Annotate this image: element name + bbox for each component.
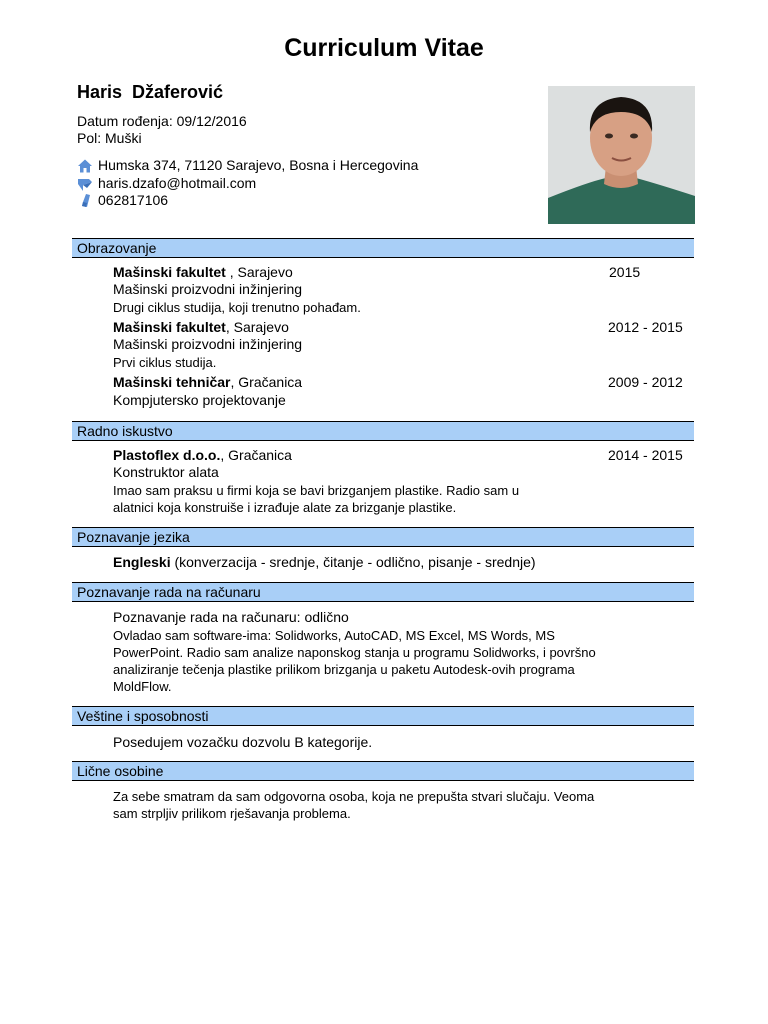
phone-row [77,192,168,209]
edu-item-3-title: Mašinski tehničar, Gračanica [113,374,303,390]
edu-item-1-program: Mašinski proizvodni inžinjering [113,281,303,297]
work-title: Plastoflex d.o.o., Gračanica [113,447,292,463]
edu-item-2-title: Mašinski fakultet, Sarajevo [113,319,289,335]
email-row [77,175,256,192]
email-link[interactable]: haris.dzafo@hotmail.com [98,175,257,191]
section-heading-personal: Lične osobine [72,761,694,781]
email-icon [77,176,93,192]
section-heading-computer: Poznavanje rada na računaru [72,582,694,602]
work-desc-line-2: alatnici koja konstruiše i izrađuje alate za brizganje plastike. [113,500,457,515]
edu-item-2-note: Prvi ciklus studija. [113,355,217,370]
computer-desc-line-4: MoldFlow. [113,679,172,694]
house-icon [77,158,93,174]
edu-item-2-program: Mašinski proizvodni inžinjering [113,336,303,352]
edu-item-1-note: Drugi ciklus studija, koji trenutno pohađam. [113,300,361,315]
section-heading-languages: Poznavanje jezika [72,527,694,547]
person-name: Haris Džaferović [77,82,224,102]
edu-item-1-date: 2015 [609,264,641,280]
address-text: Humska 374, 71120 Sarajevo, Bosna i Hercegovina [98,157,419,173]
edu-item-1-title: Mašinski fakultet , Sarajevo [113,264,293,280]
personal-text-line-1: Za sebe smatram da sam odgovorna osoba, koja ne prepušta stvari slučaju. Veoma [113,789,595,804]
address-row [77,157,418,174]
gender: Pol: Muški [77,130,142,146]
edu-item-3-date: 2009 - 2012 [608,374,683,390]
edu-item-2-date: 2012 - 2015 [608,319,683,335]
computer-desc-line-3: analiziranje tečenja plastike prilikom brizganja u paketu Autodesk-ovih programa [113,662,575,677]
edu-item-3-program: Kompjutersko projektovanje [113,392,286,408]
phone-icon [77,193,93,209]
document-title: Curriculum Vitae [284,34,484,62]
computer-desc-line-1: Ovladao sam software-ima: Solidworks, AutoCAD, MS Excel, MS Words, MS [113,628,555,643]
work-role: Konstruktor alata [113,464,219,480]
language-item: Engleski (konverzacija - srednje, čitanje - odlično, pisanje - srednje) [113,554,536,570]
phone-text: 062817106 [98,192,169,208]
birth-date: Datum rođenja: 09/12/2016 [77,113,247,129]
computer-desc-line-2: PowerPoint. Radio sam analize naponskog stanja u programu Solidworks, i površno [113,645,596,660]
profile-photo [548,86,695,224]
work-desc-line-1: Imao sam praksu u firmi koja se bavi brizganjem plastike. Radio sam u [113,483,520,498]
work-date: 2014 - 2015 [608,447,683,463]
personal-text-line-2: sam strpljiv prilikom rješavanja problema. [113,806,351,821]
section-heading-education: Obrazovanje [72,238,694,258]
section-heading-work: Radno iskustvo [72,421,694,441]
section-heading-skills: Veštine i sposobnosti [72,706,694,726]
computer-level: Poznavanje rada na računaru: odlično [113,609,349,625]
skills-text: Posedujem vozačku dozvolu B kategorije. [113,734,373,750]
